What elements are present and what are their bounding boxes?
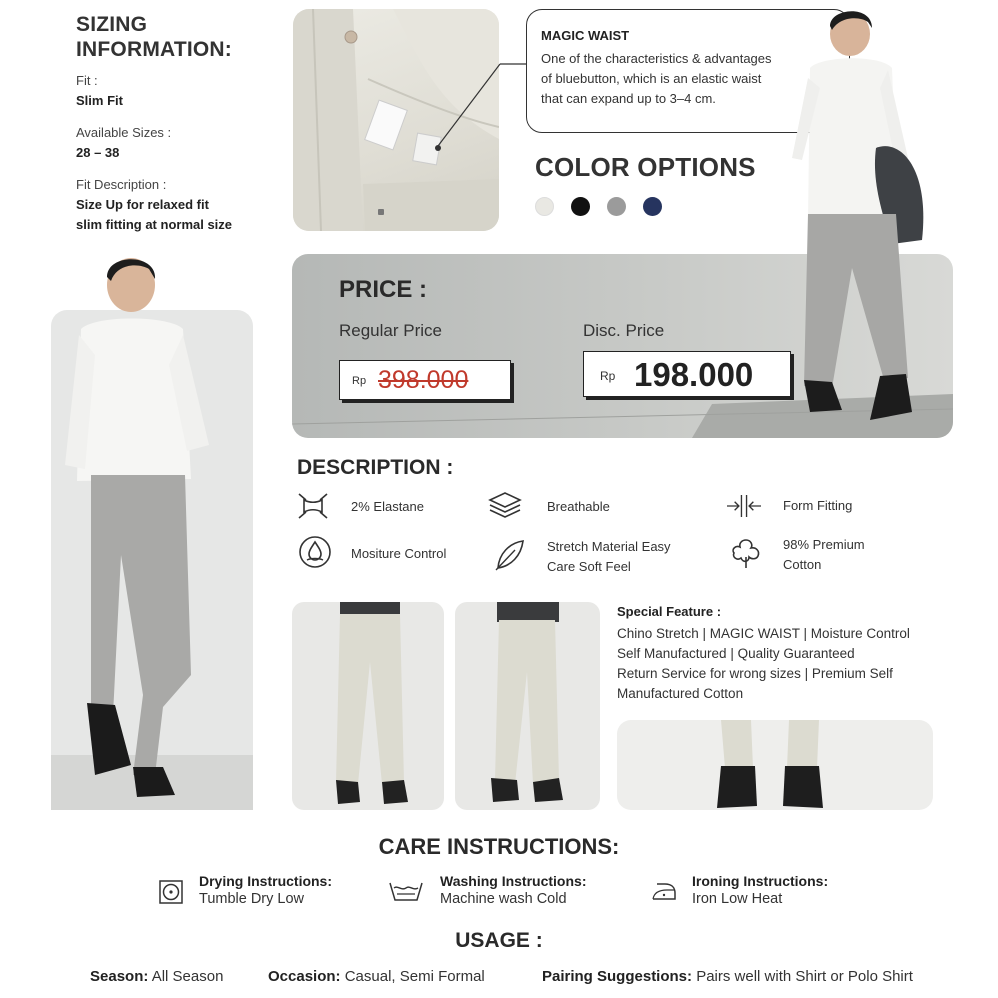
elastane-stretch-icon — [296, 489, 330, 523]
ironing-instructions-value: Iron Low Heat — [692, 891, 783, 907]
regular-price-label: Regular Price — [339, 321, 442, 340]
pairing-label: Pairing Suggestions: — [542, 968, 693, 985]
special-feature-line4: Manufactured Cotton — [617, 686, 744, 701]
fit-description-line2: slim fitting at normal size — [76, 217, 233, 232]
special-feature-line1: Chino Stretch | MAGIC WAIST | Moisture Control — [617, 626, 910, 641]
pairing-value: Pairs well with Shirt or Polo Shirt — [696, 968, 913, 985]
price-title: PRICE : — [339, 276, 428, 303]
form-fitting-arrows-icon — [727, 489, 761, 523]
usage-pairing — [542, 968, 913, 985]
cotton-flower-icon — [729, 536, 763, 570]
fit-value: Slim Fit — [76, 93, 123, 108]
feature-moisture-control: Mositure Control — [351, 546, 447, 561]
magic-waist-line2: of bluebutton, which is an elastic waist — [541, 71, 762, 86]
drying-instructions-value: Tumble Dry Low — [199, 891, 305, 907]
callout-pointer-line — [430, 60, 530, 160]
breathable-layers-icon — [488, 489, 522, 523]
disc-price-label: Disc. Price — [583, 321, 665, 340]
color-options-title: COLOR OPTIONS — [535, 152, 756, 182]
feature-elastane: 2% Elastane — [351, 499, 424, 514]
pants-side-photo — [455, 602, 600, 810]
fit-description-label: Fit Description : — [76, 177, 167, 192]
usage-title: USAGE : — [455, 929, 543, 952]
regular-price-box — [339, 360, 511, 400]
sizes-value: 28 – 38 — [76, 145, 120, 160]
regular-price-currency: Rp — [352, 375, 367, 387]
color-swatch-navy[interactable] — [643, 197, 662, 216]
description-title: DESCRIPTION : — [297, 456, 454, 479]
pants-side-illustration — [455, 602, 600, 810]
care-instructions-title: CARE INSTRUCTIONS: — [378, 834, 620, 859]
color-swatch-cream[interactable] — [535, 197, 554, 216]
feature-form-fitting: Form Fitting — [783, 498, 853, 513]
special-feature-line3: Return Service for wrong sizes | Premium Self — [617, 666, 893, 681]
iron-low-heat-icon — [651, 879, 677, 903]
machine-wash-icon — [388, 879, 424, 903]
pants-front-illustration — [292, 602, 444, 810]
feature-premium-cotton: 98% Premium Cotton — [783, 537, 865, 572]
occasion-value: Casual, Semi Formal — [344, 968, 485, 985]
usage-season — [90, 968, 223, 985]
fit-description-line1: Size Up for relaxed fit — [76, 197, 209, 212]
model-photo-right — [780, 8, 930, 428]
fit-label: Fit : — [76, 73, 98, 88]
special-feature-line2: Self Manufactured | Quality Guaranteed — [617, 646, 855, 661]
season-value: All Season — [151, 968, 224, 985]
drying-instructions-label: Drying Instructions: — [199, 873, 333, 889]
pants-hem-illustration — [617, 720, 933, 810]
feather-soft-icon — [493, 538, 527, 572]
color-swatch-grey[interactable] — [607, 197, 626, 216]
moisture-drop-icon — [298, 535, 332, 569]
magic-waist-title: MAGIC WAIST — [541, 28, 630, 43]
tumble-dry-icon — [159, 880, 183, 904]
magic-waist-line1: One of the characteristics & advantages — [541, 51, 772, 66]
sizing-title: SIZING INFORMATION: — [76, 13, 232, 61]
disc-price-value: 198.000 — [634, 356, 754, 393]
disc-price-box — [583, 351, 791, 397]
pants-hem-photo — [617, 720, 933, 810]
washing-instructions-label: Washing Instructions: — [440, 873, 587, 889]
color-swatch-black[interactable] — [571, 197, 590, 216]
special-feature-title: Special Feature : — [617, 604, 722, 619]
pants-front-photo — [292, 602, 444, 810]
washing-instructions-value: Machine wash Cold — [440, 891, 567, 907]
feature-breathable: Breathable — [547, 499, 610, 514]
ironing-instructions-label: Ironing Instructions: — [692, 873, 829, 889]
disc-price-currency: Rp — [600, 369, 616, 383]
magic-waist-line3: that can expand up to 3–4 cm. — [541, 91, 716, 106]
season-label: Season: — [90, 968, 149, 985]
regular-price-value: 398.000 — [378, 366, 469, 394]
feature-stretch-material: Stretch Material Easy Care Soft Feel — [547, 539, 671, 574]
usage-occasion — [268, 968, 485, 985]
model-photo-left — [51, 255, 253, 810]
sizes-label: Available Sizes : — [76, 125, 172, 140]
occasion-label: Occasion: — [268, 968, 341, 985]
